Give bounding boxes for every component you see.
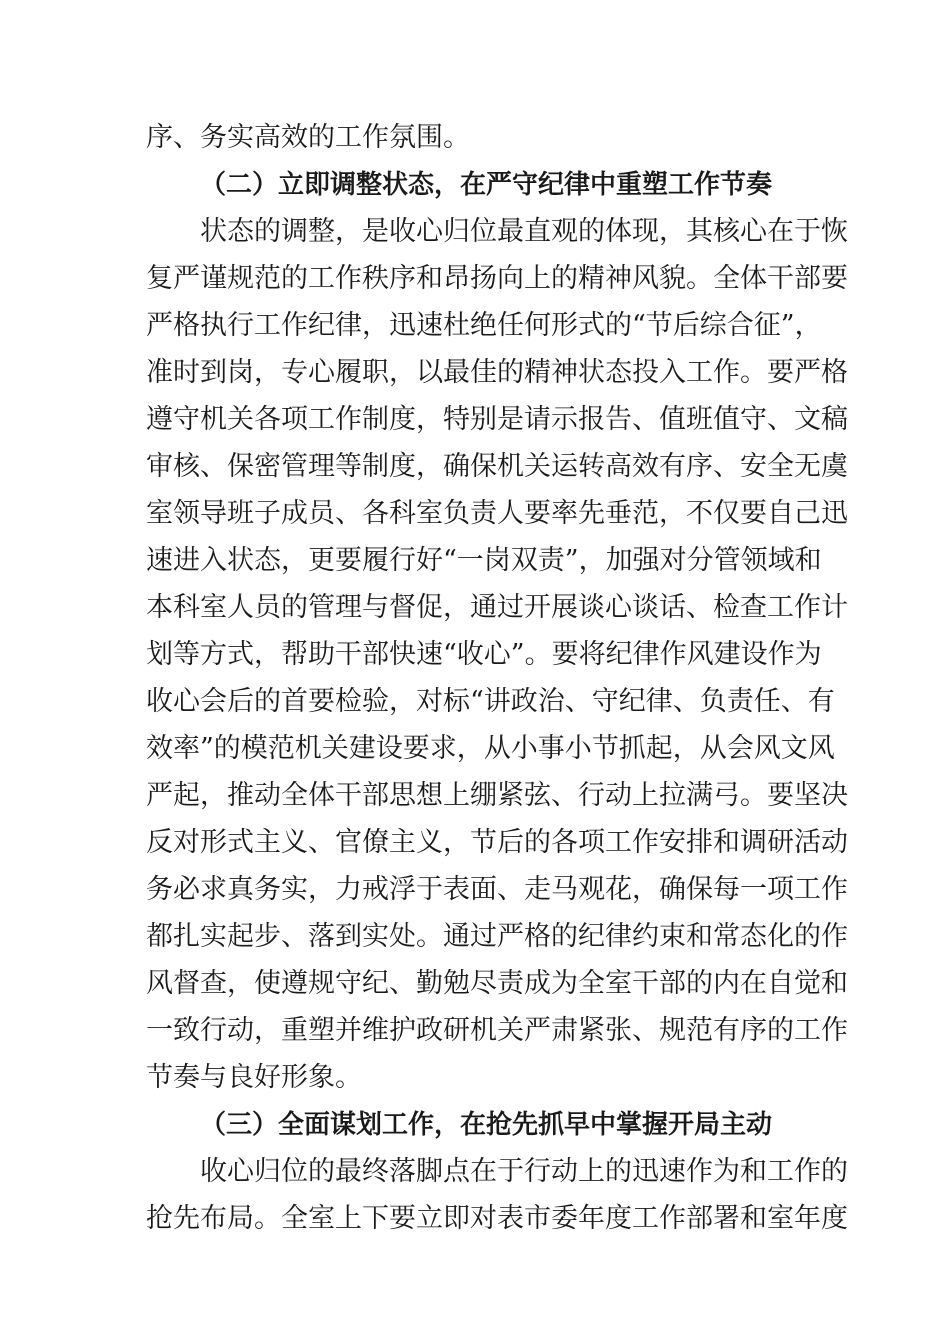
paragraph-line: 都扎实起步、落到实处。通过严格的纪律约束和常态化的作	[146, 921, 848, 952]
paragraph-line: 速进入状态，更要履行好“一岗双责”，加强对分管领域和	[146, 545, 822, 576]
paragraph-line: 节奏与良好形象。	[146, 1062, 362, 1093]
paragraph-line: 遵守机关各项工作制度，特别是请示报告、值班值守、文稿	[146, 404, 848, 435]
paragraph-line: 收心归位的最终落脚点在于行动上的迅速作为和工作的	[200, 1156, 848, 1187]
paragraph-line: 复严谨规范的工作秩序和昂扬向上的精神风貌。全体干部要	[146, 263, 848, 294]
paragraph-line: 反对形式主义、官僚主义，节后的各项工作安排和调研活动	[146, 827, 848, 858]
paragraph-line: 审核、保密管理等制度，确保机关运转高效有序、安全无虞	[146, 451, 848, 482]
paragraph-line: 序、务实高效的工作氛围。	[146, 122, 470, 153]
section-heading-3: （三）全面谋划工作，在抢先抓早中掌握开局主动	[200, 1110, 773, 1140]
paragraph-line: 室领导班子成员、各科室负责人要率先垂范，不仅要自己迅	[146, 498, 848, 529]
paragraph-line: 风督查，使遵规守纪、勤勉尽责成为全室干部的内在自觉和	[146, 968, 848, 999]
paragraph-line: 收心会后的首要检验，对标“讲政治、守纪律、负责任、有	[146, 686, 835, 717]
paragraph-line: 准时到岗，专心履职，以最佳的精神状态投入工作。要严格	[146, 357, 848, 388]
paragraph-line: 严格执行工作纪律，迅速杜绝任何形式的“节后综合征”，	[146, 310, 822, 341]
paragraph-line: 状态的调整，是收心归位最直观的体现，其核心在于恢	[200, 216, 848, 247]
paragraph-line: 严起，推动全体干部思想上绷紧弦、行动上拉满弓。要坚决	[146, 780, 848, 811]
paragraph-line: 一致行动，重塑并维护政研机关严肃紧张、规范有序的工作	[146, 1015, 848, 1046]
paragraph-line: 划等方式，帮助干部快速“收心”。要将纪律作风建设作为	[146, 639, 822, 670]
section-heading-2: （二）立即调整状态，在严守纪律中重塑工作节奏	[200, 170, 773, 200]
paragraph-line: 务必求真务实，力戒浮于表面、走马观花，确保每一项工作	[146, 874, 848, 905]
paragraph-line: 本科室人员的管理与督促，通过开展谈心谈话、检查工作计	[146, 592, 848, 623]
paragraph-line: 效率”的模范机关建设要求，从小事小节抓起，从会风文风	[146, 733, 835, 764]
paragraph-line: 抢先布局。全室上下要立即对表市委年度工作部署和室年度	[146, 1203, 848, 1234]
